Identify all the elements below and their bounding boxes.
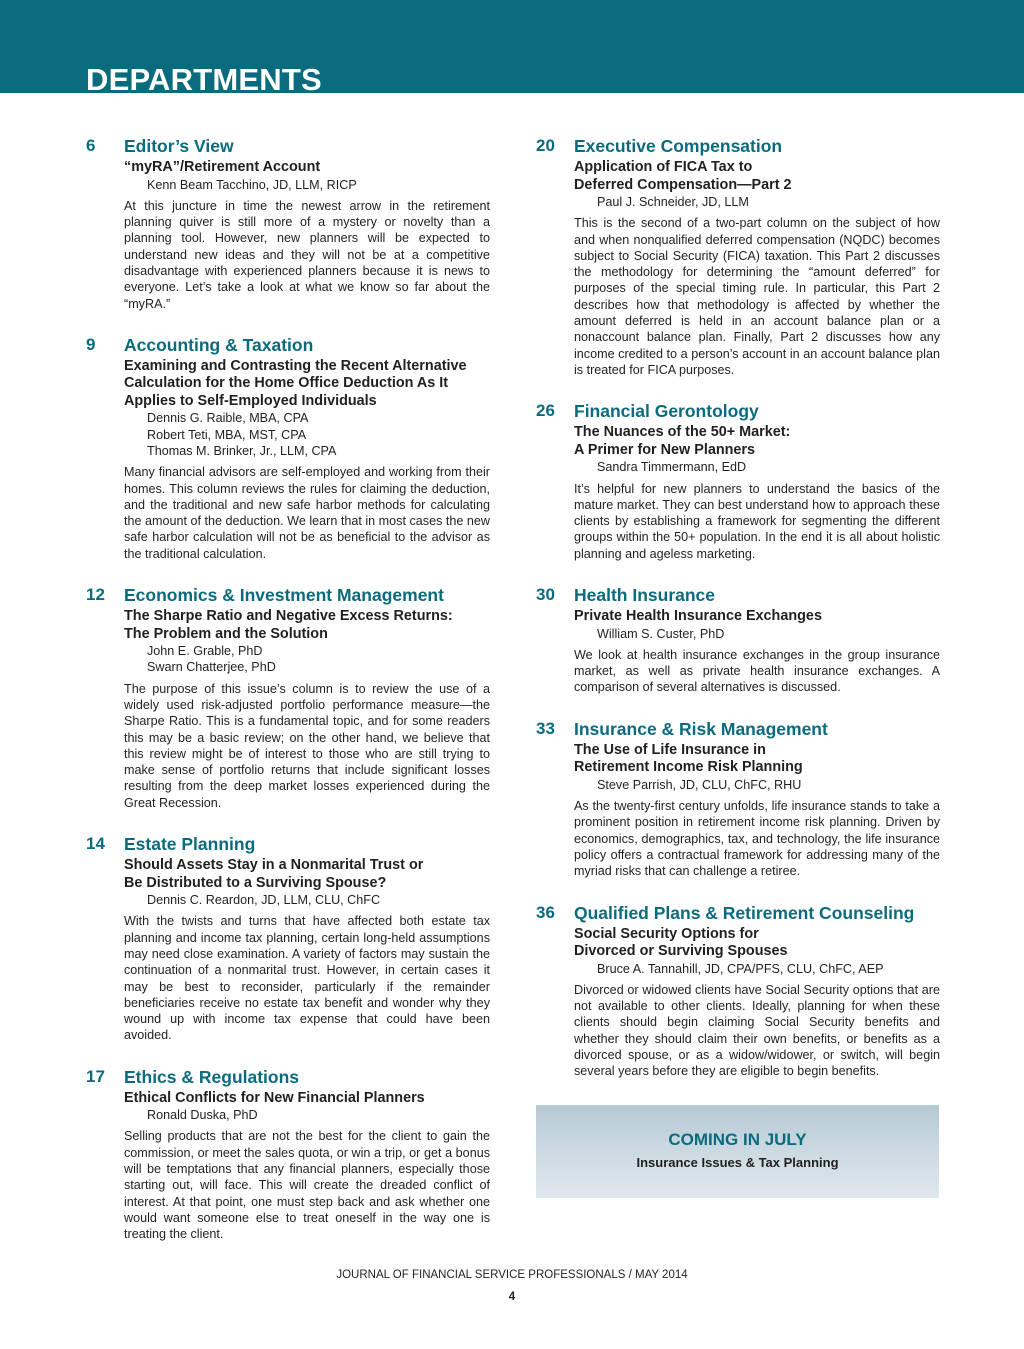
author: Dennis C. Reardon, JD, LLM, CLU, ChFC	[147, 893, 381, 908]
author: Thomas M. Brinker, Jr., LLM, CPA	[147, 443, 337, 458]
footer-journal: JOURNAL OF FINANCIAL SERVICE PROFESSIONALS / MAY 2014	[336, 1269, 688, 1281]
page-number[interactable]: 26	[536, 401, 555, 421]
coming-subtitle: Insurance Issues & Tax Planning	[636, 1155, 839, 1170]
department-entry	[536, 400, 940, 562]
header-banner	[0, 0, 1024, 97]
department-entry	[86, 833, 490, 1044]
article-summary: Divorced or widowed clients have Social Security options that are not available to other clients. Ideally, planning for when these clients should begin claiming Social Security benefits and whether they should claim their own benefits, or benefits as a divorced spouse, or as a widow/widower, or switch, will begin several years before they are eligible to begin benefits.	[574, 982, 940, 1079]
department-name[interactable]: Accounting & Taxation	[124, 334, 314, 355]
department-entry	[86, 584, 490, 811]
department-name[interactable]: Estate Planning	[124, 834, 256, 855]
author-list	[124, 1107, 490, 1123]
article-title[interactable]: Application of FICA Tax to Deferred Compensation—Part 2	[574, 159, 792, 193]
page-number[interactable]: 14	[86, 834, 105, 854]
article-title[interactable]: Should Assets Stay in a Nonmarital Trust or Be Distributed to a Surviving Spouse?	[124, 857, 424, 891]
article-title[interactable]: Ethical Conflicts for New Financial Planners	[124, 1089, 425, 1106]
article-title[interactable]: Private Health Insurance Exchanges	[574, 608, 822, 625]
page-number[interactable]: 17	[86, 1066, 105, 1086]
author: Kenn Beam Tacchino, JD, LLM, RICP	[147, 177, 357, 192]
author-list	[574, 194, 940, 210]
article-title[interactable]: The Use of Life Insurance in Retirement Income Risk Planning	[574, 741, 803, 776]
author: John E. Grable, PhD	[147, 644, 263, 659]
author-list	[124, 410, 490, 459]
author: Swarn Chatterjee, PhD	[147, 660, 276, 675]
author: William S. Custer, PhD	[597, 626, 725, 641]
department-name[interactable]: Executive Compensation	[574, 136, 783, 156]
department-name[interactable]: Editor’s View	[124, 136, 234, 156]
right-column	[536, 135, 940, 1102]
author: Paul J. Schneider, JD, LLM	[597, 195, 749, 209]
page-number[interactable]: 36	[536, 902, 555, 922]
article-title[interactable]: The Sharpe Ratio and Negative Excess Returns: The Problem and the Solution	[124, 608, 453, 642]
department-entry	[536, 584, 940, 696]
author: Bruce A. Tannahill, JD, CPA/PFS, CLU, ChFC, AEP	[597, 961, 884, 976]
department-entry	[536, 718, 940, 880]
author: Sandra Timmermann, EdD	[597, 460, 747, 475]
page-number[interactable]: 20	[536, 136, 555, 155]
article-title[interactable]: Social Security Options for Divorced or Surviving Spouses	[574, 925, 788, 960]
department-entry	[536, 902, 940, 1080]
page-number[interactable]: 6	[86, 136, 96, 155]
author: Dennis G. Raible, MBA, CPA	[147, 411, 309, 426]
department-name[interactable]: Qualified Plans & Retirement Counseling	[574, 902, 915, 923]
article-summary: This is the second of a two-part column on the subject of how and when nonqualified deferred compensation (NQDC) becomes subject to Social Security (FICA) taxation. This Part 2 discusses the methodology for determining the “amount deferred” for purposes of the special timing rule. In particular, this Part 2 describes how that methodology is affected by whether the amount deferred is held in an account balance plan or a nonaccount balance plan. Finally, Part 2 discusses how any income credited to a person’s account in an account balance plan is treated for FICA purposes.	[574, 216, 940, 377]
author: Ronald Duska, PhD	[147, 1108, 258, 1123]
page-number[interactable]: 30	[536, 585, 555, 605]
article-title[interactable]: Examining and Contrasting the Recent Alternative Calculation for the Home Office Deduction As It Applies to Self-Employed Individuals	[124, 357, 467, 409]
folio-page-number: 4	[508, 1291, 516, 1303]
left-column	[86, 135, 490, 1265]
article-summary: Selling products that are not the best for the client to gain the commission, or meet the sales quota, or win a trip, or get a bonus will be temptations that any financial planners, especially those starting out, will face. This will create the dreaded conflict of interest. At that point, one must step back and ask whether one would want someone else to treat oneself in the way one is treating the client.	[124, 1129, 490, 1242]
author-list	[124, 177, 490, 193]
section-title: DEPARTMENTS	[86, 62, 322, 97]
article-summary: At this juncture in time the newest arrow in the retirement planning quiver is still more of a mystery or novelty than a planning tool. However, new planners will be expected to understand new ideas and they will not be at a competitive disadvantage with experienced planners because it is news to everyone. Let’s take a look at what we know so far about the “myRA.”	[124, 198, 490, 311]
article-title[interactable]: The Nuances of the 50+ Market: A Primer for New Planners	[574, 424, 791, 458]
article-summary: We look at health insurance exchanges in the group insurance market, as well as private health insurance exchanges. A comparison of several alternatives is discussed.	[574, 647, 940, 695]
author-list	[574, 961, 940, 977]
article-title[interactable]: “myRA”/Retirement Account	[124, 159, 321, 175]
article-summary: The purpose of this issue’s column is to review the use of a widely used risk-adjusted portfolio performance measure—the Sharpe Ratio. This is a fundamental topic, and for some readers this may be a basic review; on the other hand, we believe that this review might be of interest to those who are still trying to make sense of portfolio returns that include significant losses resulting from the deep market losses experienced during the Great Recession.	[124, 681, 490, 810]
author: Steve Parrish, JD, CLU, ChFC, RHU	[597, 777, 802, 792]
page-number[interactable]: 12	[86, 585, 105, 605]
author-list	[124, 643, 490, 676]
page-number[interactable]: 33	[536, 718, 555, 738]
author-list	[574, 626, 940, 642]
department-entry	[536, 135, 940, 378]
department-name[interactable]: Ethics & Regulations	[124, 1066, 300, 1087]
article-summary: It’s helpful for new planners to understand the basics of the mature market. They can best understand how to approach these clients by establishing a framework for segmenting the different groups within the 50+ population. In the end it is all about holistic planning and ageless marketing.	[574, 481, 940, 561]
department-name[interactable]: Financial Gerontology	[574, 401, 759, 422]
department-entry	[86, 334, 490, 562]
department-name[interactable]: Insurance & Risk Management	[574, 718, 828, 739]
department-entry	[86, 1066, 490, 1243]
author-list	[574, 777, 940, 793]
coming-title: COMING IN JULY	[668, 1130, 807, 1149]
author-list	[124, 892, 490, 908]
department-name[interactable]: Economics & Investment Management	[124, 585, 444, 606]
department-name[interactable]: Health Insurance	[574, 585, 716, 606]
department-entry	[86, 135, 490, 312]
coming-next-issue-box	[536, 1105, 939, 1198]
article-summary: With the twists and turns that have affected both estate tax planning and income tax planning, certain long-held assumptions may need close examination. A variety of factors may sustain the continuation of a nonmarital trust. However, in certain cases it may be best to reconsider, particularly if the remainder beneficiaries receive no estate tax benefit and wonder why they wound up with income tax expense that could have been avoided.	[124, 914, 490, 1043]
author-list	[574, 459, 940, 475]
article-summary: As the twenty-first century unfolds, life insurance stands to take a prominent position in retirement income risk planning. Driven by economics, demographics, tax, and technology, the life insurance policy offers a contractual framework for addressing many of the myriad risks that can challenge a retiree.	[574, 799, 940, 879]
article-summary: Many financial advisors are self-employed and working from their homes. This column reviews the rules for claiming the deduction, and the traditional and new safe harbor methods for calculating the amount of the deduction. We learn that in most cases the new safe harbor calculation will not be as beneficial to the advisor as the traditional calculation.	[124, 465, 490, 561]
author: Robert Teti, MBA, MST, CPA	[147, 427, 307, 442]
page-number[interactable]: 9	[86, 334, 96, 354]
